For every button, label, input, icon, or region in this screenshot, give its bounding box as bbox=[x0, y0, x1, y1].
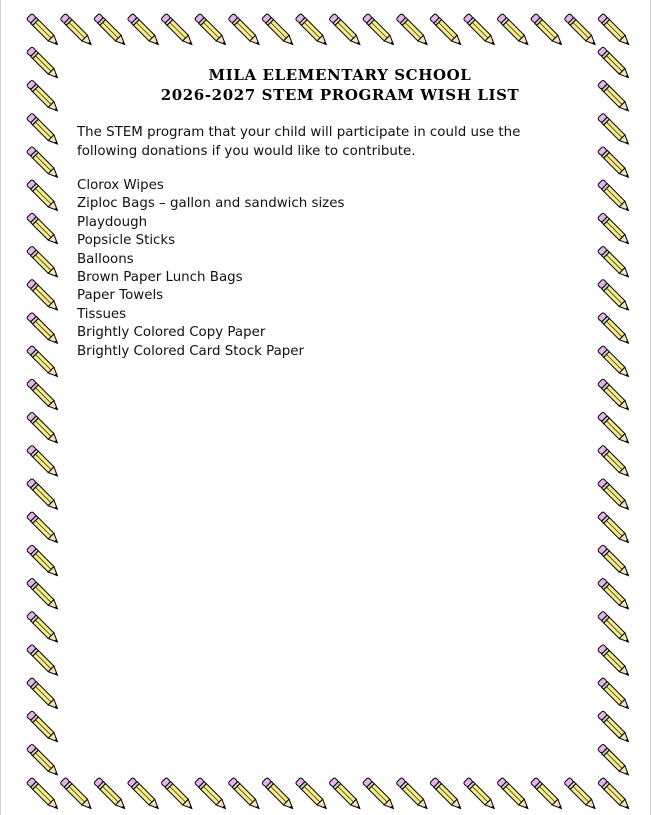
list-item: Brightly Colored Copy Paper bbox=[77, 325, 266, 341]
pencil-icon bbox=[60, 13, 94, 47]
list-item: Clorox Wipes bbox=[77, 178, 164, 193]
page-content bbox=[77, 65, 577, 361]
pencil-icon bbox=[597, 744, 631, 778]
list-item: Paper Towels bbox=[77, 288, 164, 304]
list-item: Tissues bbox=[77, 306, 127, 322]
pencil-icon bbox=[26, 113, 60, 147]
pencil-icon bbox=[564, 13, 598, 47]
pencil-icon bbox=[597, 213, 631, 247]
pencil-icon bbox=[161, 13, 195, 47]
pencil-icon bbox=[26, 312, 60, 346]
pencil-icon bbox=[598, 777, 632, 811]
pencil-icon bbox=[295, 13, 329, 47]
pencil-icon bbox=[597, 379, 631, 413]
pencil-icon bbox=[94, 777, 128, 811]
pencil-icon bbox=[26, 611, 60, 645]
pencil-icon bbox=[26, 345, 60, 379]
pencil-icon bbox=[597, 179, 631, 213]
pencil-icon bbox=[329, 13, 363, 47]
page-edge-left bbox=[0, 0, 1, 815]
pencil-icon bbox=[26, 47, 60, 81]
pencil-icon bbox=[430, 13, 464, 47]
pencil-icon bbox=[26, 578, 60, 612]
pencil-icon bbox=[26, 711, 60, 745]
pencil-icon bbox=[262, 777, 296, 811]
wish-list bbox=[77, 177, 577, 361]
pencil-icon bbox=[362, 13, 396, 47]
title-program-name: 2026-2027 STEM PROGRAM WISH LIST bbox=[160, 86, 520, 104]
pencil-icon bbox=[26, 777, 60, 811]
pencil-icon bbox=[396, 13, 430, 47]
pencil-icon bbox=[597, 677, 631, 711]
pencil-icon bbox=[26, 179, 60, 213]
pencil-icon bbox=[26, 213, 60, 247]
pencil-icon bbox=[26, 478, 60, 512]
pencil-icon bbox=[597, 279, 631, 313]
pencil-icon bbox=[26, 13, 60, 47]
pencil-icon bbox=[127, 777, 161, 811]
pencil-icon bbox=[497, 13, 531, 47]
list-item: Playdough bbox=[77, 214, 148, 230]
pencil-icon bbox=[26, 677, 60, 711]
pencil-icon bbox=[26, 80, 60, 114]
pencil-icon bbox=[597, 113, 631, 147]
pencil-icon bbox=[26, 379, 60, 413]
pencil-icon bbox=[597, 611, 631, 645]
pencil-icon bbox=[26, 146, 60, 180]
pencil-icon bbox=[430, 777, 464, 811]
pencil-icon bbox=[26, 279, 60, 313]
intro-paragraph: The STEM program that your child will participate in could use the following donations if you would like to contribute. bbox=[77, 125, 521, 159]
pencil-icon bbox=[26, 545, 60, 579]
pencil-icon bbox=[194, 13, 228, 47]
pencil-icon bbox=[26, 511, 60, 545]
pencil-icon bbox=[26, 744, 60, 778]
pencil-icon bbox=[597, 345, 631, 379]
pencil-icon bbox=[597, 711, 631, 745]
pencil-icon bbox=[597, 445, 631, 479]
pencil-icon bbox=[60, 777, 94, 811]
pencil-icon bbox=[262, 13, 296, 47]
pencil-icon bbox=[295, 777, 329, 811]
pencil-icon bbox=[228, 13, 262, 47]
list-item: Balloons bbox=[77, 251, 134, 267]
pencil-icon bbox=[597, 511, 631, 545]
pencil-icon bbox=[597, 412, 631, 446]
page-title bbox=[77, 65, 577, 105]
pencil-icon bbox=[597, 312, 631, 346]
pencil-icon bbox=[497, 777, 531, 811]
pencil-icon bbox=[597, 644, 631, 678]
pencil-icon bbox=[362, 777, 396, 811]
list-item: Brown Paper Lunch Bags bbox=[77, 270, 243, 286]
pencil-icon bbox=[597, 578, 631, 612]
pencil-icon bbox=[396, 777, 430, 811]
pencil-icon bbox=[94, 13, 128, 47]
pencil-icon bbox=[597, 545, 631, 579]
pencil-icon bbox=[530, 777, 564, 811]
pencil-icon bbox=[597, 47, 631, 81]
pencil-icon bbox=[26, 644, 60, 678]
title-school-name: MILA ELEMENTARY SCHOOL bbox=[208, 66, 472, 84]
pencil-icon bbox=[597, 246, 631, 280]
pencil-icon bbox=[597, 478, 631, 512]
list-item: Brightly Colored Card Stock Paper bbox=[77, 343, 305, 359]
pencil-icon bbox=[597, 146, 631, 180]
pencil-icon bbox=[127, 13, 161, 47]
pencil-icon bbox=[194, 777, 228, 811]
pencil-icon bbox=[530, 13, 564, 47]
pencil-icon bbox=[161, 777, 195, 811]
list-item: Ziploc Bags – gallon and sandwich sizes bbox=[77, 196, 345, 212]
pencil-icon bbox=[228, 777, 262, 811]
pencil-icon bbox=[26, 412, 60, 446]
pencil-icon bbox=[463, 777, 497, 811]
pencil-icon bbox=[26, 445, 60, 479]
pencil-icon bbox=[564, 777, 598, 811]
pencil-icon bbox=[463, 13, 497, 47]
pencil-icon bbox=[329, 777, 363, 811]
pencil-icon bbox=[26, 246, 60, 280]
list-item: Popsicle Sticks bbox=[77, 233, 176, 249]
pencil-icon bbox=[598, 13, 632, 47]
pencil-icon bbox=[597, 80, 631, 114]
